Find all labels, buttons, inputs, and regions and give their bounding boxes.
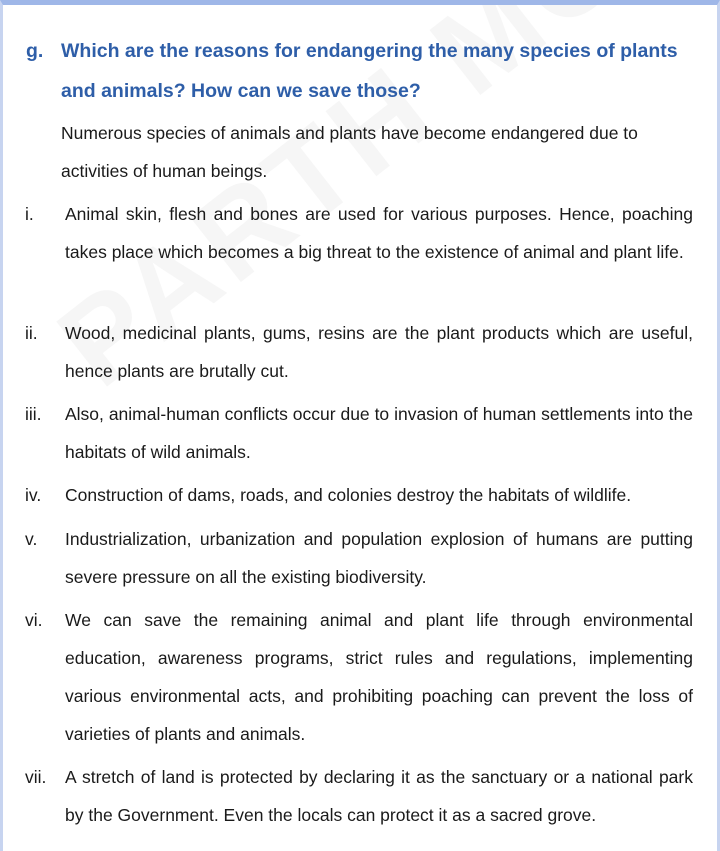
list-item-text: Also, animal-human conflicts occur due to invasion of human settlements into the habitats of wild animals. [65,404,693,462]
answer-intro: Numerous species of animals and plants have become endangered due to activities of human beings. [61,123,638,181]
list-item-text: We can save the remaining animal and plant life through environmental education, awareness programs, strict rules and regulations, implementing various environmental acts, and prohibiting poaching can prevent the loss of varieties of plants and animals. [65,610,693,744]
list-item-number: vii. [25,767,47,787]
list-item-text: A stretch of land is protected by declaring it as the sanctuary or a national park by the Government. Even the locals can protect it as a sacred grove. [65,767,693,825]
list-item-text: Construction of dams, roads, and colonies destroy the habitats of wildlife. [65,485,632,505]
list-item-number: iv. [25,485,42,505]
list-item-number: iii. [25,404,42,424]
list-item-number: vi. [25,610,43,630]
list-item-number: v. [25,529,38,549]
list-item-number: ii. [25,323,38,343]
list-item-number: i. [25,204,34,224]
list-item-text: Animal skin, flesh and bones are used for various purposes. Hence, poaching takes place which becomes a big threat to the existence of animal and plant life. [65,204,693,262]
question-letter: g. [26,40,44,62]
list-item-text: Wood, medicinal plants, gums, resins are the plant products which are useful, hence plants are brutally cut. [65,323,693,381]
question-text: Which are the reasons for endangering the many species of plants and animals? How can we save those? [61,40,678,102]
list-item-text: Industrialization, urbanization and population explosion of humans are putting severe pressure on all the existing biodiversity. [65,529,693,587]
